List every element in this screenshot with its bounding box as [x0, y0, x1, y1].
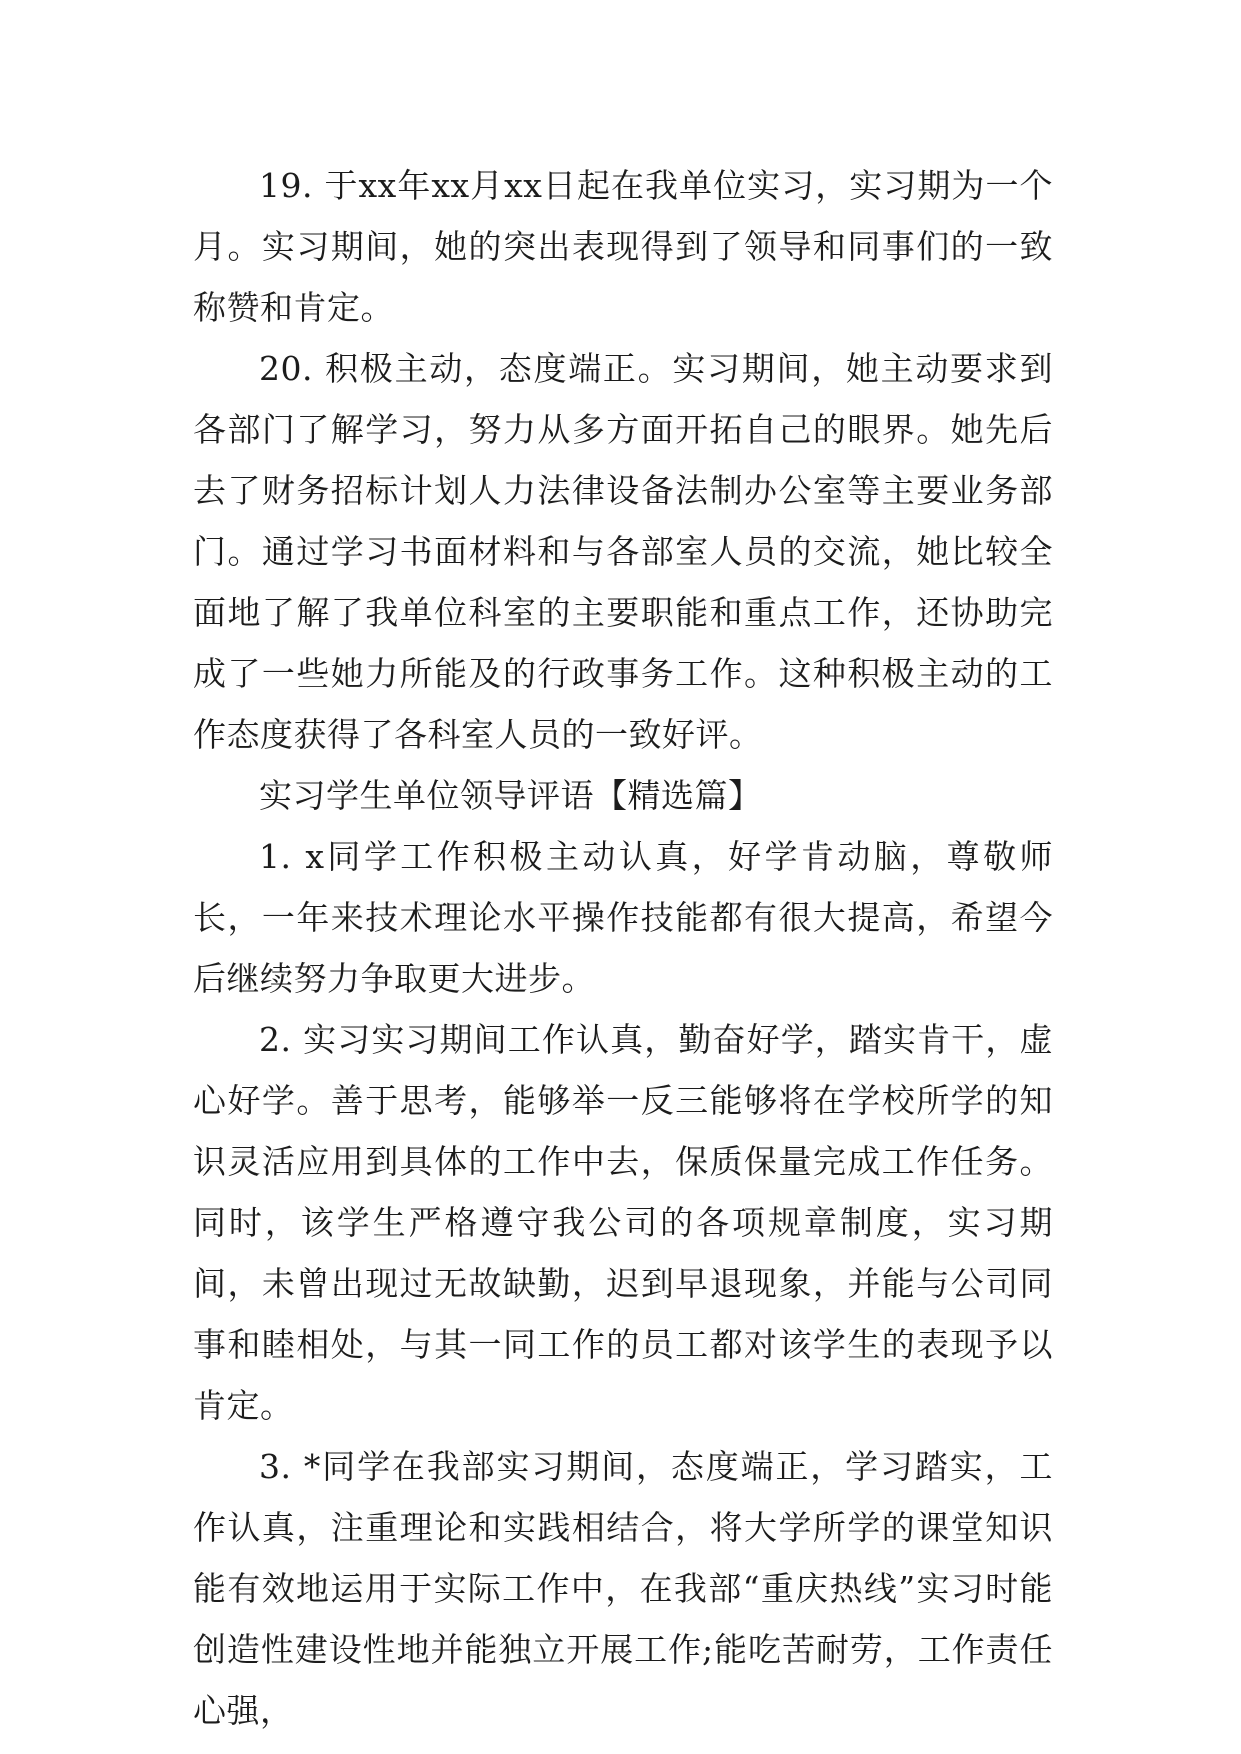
section-heading: 实习学生单位领导评语【精选篇】: [259, 776, 762, 815]
paragraph-19: 19. 于xx年xx月xx日起在我单位实习，实习期为一个月。实习期间，她的突出表现得到了领导和同事们的一致称赞和肯定。: [193, 166, 1053, 327]
paragraph-2: 2. 实习实习期间工作认真，勤奋好学，踏实肯干，虚心好学。善于思考，能够举一反三能够将在学校所学的知识灵活应用到具体的工作中去，保质保量完成工作任务。同时，该学生严格遵守我公司的各项规章制度，实习期间，未曾出现过无故缺勤，迟到早退现象，并能与公司同事和睦相处，与其一同工作的员工都对该学生的表现予以肯定。: [193, 1020, 1053, 1425]
paragraph-1: 1. x同学工作积极主动认真，好学肯动脑，尊敬师长，一年来技术理论水平操作技能都有很大提高，希望今后继续努力争取更大进步。: [193, 837, 1053, 998]
paragraph-20: 20. 积极主动，态度端正。实习期间，她主动要求到各部门了解学习，努力从多方面开拓自己的眼界。她先后去了财务招标计划人力法律设备法制办公室等主要业务部门。通过学习书面材料和与各部室人员的交流，她比较全面地了解了我单位科室的主要职能和重点工作，还协助完成了一些她力所能及的行政事务工作。这种积极主动的工作态度获得了各科室人员的一致好评。: [193, 349, 1053, 754]
paragraph-3: 3. *同学在我部实习期间，态度端正，学习踏实，工作认真，注重理论和实践相结合，将大学所学的课堂知识能有效地运用于实际工作中，在我部“重庆热线”实习时能创造性建设性地并能独立开展工作;能吃苦耐劳，工作责任心强，: [193, 1447, 1053, 1730]
document-page: [193, 155, 1053, 1741]
